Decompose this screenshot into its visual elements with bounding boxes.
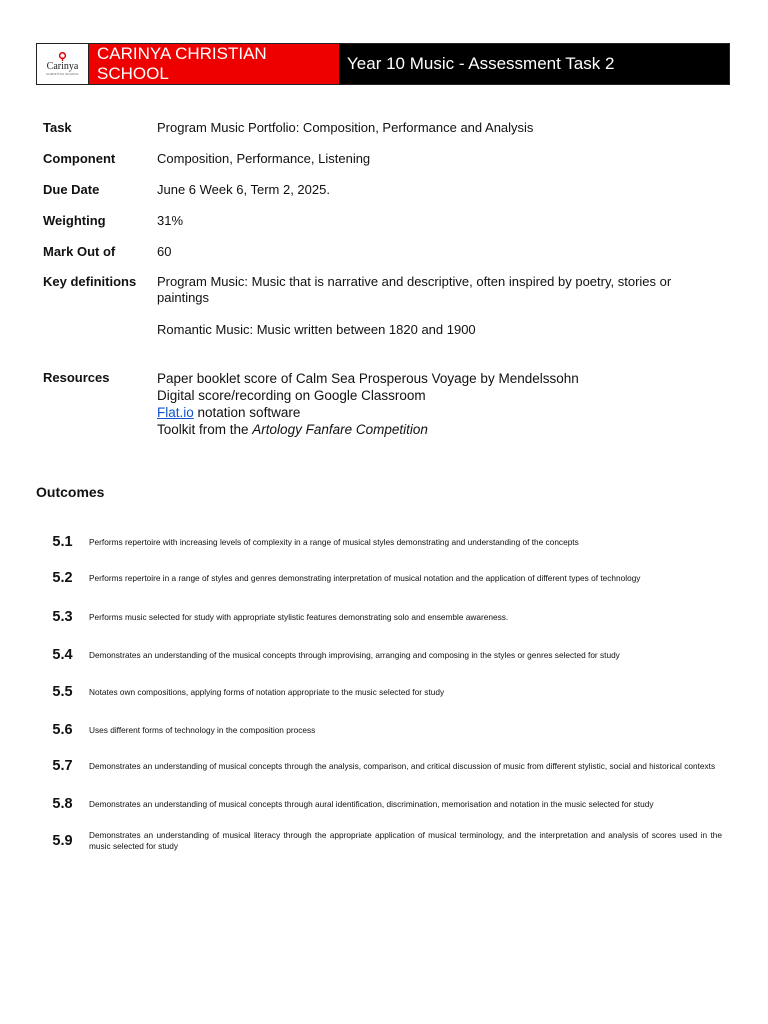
outcome-number: 5.2	[52, 570, 73, 586]
definition-program-music: Program Music: Music that is narrative and descriptive, often inspired by poetry, stories or paintings	[157, 274, 672, 305]
due-date-value: June 6 Week 6, Term 2, 2025.	[157, 182, 330, 197]
resources-row	[43, 370, 733, 438]
outcome-text: Performs music selected for study with appropriate stylistic features demonstrating solo and ensemble awareness.	[89, 611, 509, 622]
definitions-label: Key definitions	[43, 274, 137, 289]
resource-notation	[157, 404, 733, 421]
logo-sub: CHRISTIAN SCHOOL	[46, 72, 79, 76]
task-label: Task	[43, 120, 72, 135]
component-value: Composition, Performance, Listening	[157, 151, 371, 166]
outcome-row	[36, 530, 722, 554]
outcome-number: 5.5	[52, 684, 73, 700]
outcome-row	[36, 680, 722, 704]
component-row	[43, 151, 733, 182]
task-value: Program Music Portfolio: Composition, Performance and Analysis	[157, 120, 534, 135]
outcome-row	[36, 792, 722, 816]
resource-score: Paper booklet score of Calm Sea Prosperous Voyage by Mendelssohn	[157, 371, 579, 386]
outcome-row	[36, 643, 722, 667]
definition-romantic-music: Romantic Music: Music written between 1820 and 1900	[157, 322, 476, 337]
outcome-number: 5.3	[52, 609, 73, 625]
task-info-table	[43, 120, 733, 438]
outcome-row	[36, 718, 722, 742]
resources-label: Resources	[43, 370, 110, 385]
outcome-number: 5.9	[52, 833, 73, 849]
logo-word: Carinya	[46, 61, 79, 72]
resource-toolkit-name: Artology Fanfare Competition	[252, 422, 428, 437]
mark-row	[43, 244, 733, 274]
component-label: Component	[43, 151, 116, 166]
mark-value: 60	[157, 244, 172, 259]
due-date-label: Due Date	[43, 182, 100, 197]
weighting-row	[43, 213, 733, 244]
resource-toolkit-prefix: Toolkit from the	[157, 422, 253, 437]
outcome-row	[36, 754, 722, 778]
outcome-number: 5.1	[52, 534, 73, 550]
outcome-number: 5.6	[52, 722, 73, 738]
due-date-row	[43, 182, 733, 213]
outcome-row	[36, 605, 722, 629]
outcome-row	[36, 566, 722, 590]
task-row	[43, 120, 733, 151]
definitions-row	[43, 274, 733, 370]
outcome-text: Demonstrates an understanding of the musical concepts through improvising, arranging and composing in the styles or genres selected for study	[89, 649, 620, 660]
weighting-value: 31%	[157, 213, 184, 228]
resource-digital: Digital score/recording on Google Classroom	[157, 388, 426, 403]
outcome-number: 5.8	[52, 796, 73, 812]
outcome-text: Performs repertoire in a range of styles and genres demonstrating interpretation of musical notation and the application of different types of technology	[89, 572, 641, 583]
outcome-number: 5.7	[52, 758, 73, 774]
resource-toolkit	[157, 421, 733, 438]
outcome-text: Demonstrates an understanding of musical concepts through aural identification, discrimination, memorisation and notation in the music selected for study	[89, 798, 654, 809]
outcome-row	[36, 829, 722, 853]
logo-emblem-icon	[58, 52, 67, 61]
page-title: Year 10 Music - Assessment Task 2	[339, 44, 729, 84]
outcome-text: Notates own compositions, applying forms of notation appropriate to the music selected for study	[89, 686, 445, 697]
outcome-text: Demonstrates an understanding of musical concepts through the analysis, comparison, and critical discussion of music from different stylistic, social and historical contexts	[89, 760, 716, 771]
weighting-label: Weighting	[43, 213, 106, 228]
outcome-text: Demonstrates an understanding of musical literacy through the appropriate application of musical terminology, and the interpretation and analysis of scores used in the music selected for study	[89, 830, 722, 851]
outcome-text: Uses different forms of technology in the composition process	[89, 724, 316, 735]
resource-notation-text: notation software	[193, 405, 301, 420]
mark-label: Mark Out of	[43, 244, 116, 259]
flat-io-link[interactable]: Flat.io	[157, 405, 194, 420]
school-name: CARINYA CHRISTIAN SCHOOL	[89, 44, 339, 84]
outcome-text: Performs repertoire with increasing levels of complexity in a range of musical styles demonstrating and understanding of the concepts	[89, 536, 579, 547]
outcome-number: 5.4	[52, 647, 73, 663]
school-logo	[37, 44, 89, 84]
header-banner	[36, 43, 730, 85]
outcomes-heading: Outcomes	[36, 484, 105, 500]
